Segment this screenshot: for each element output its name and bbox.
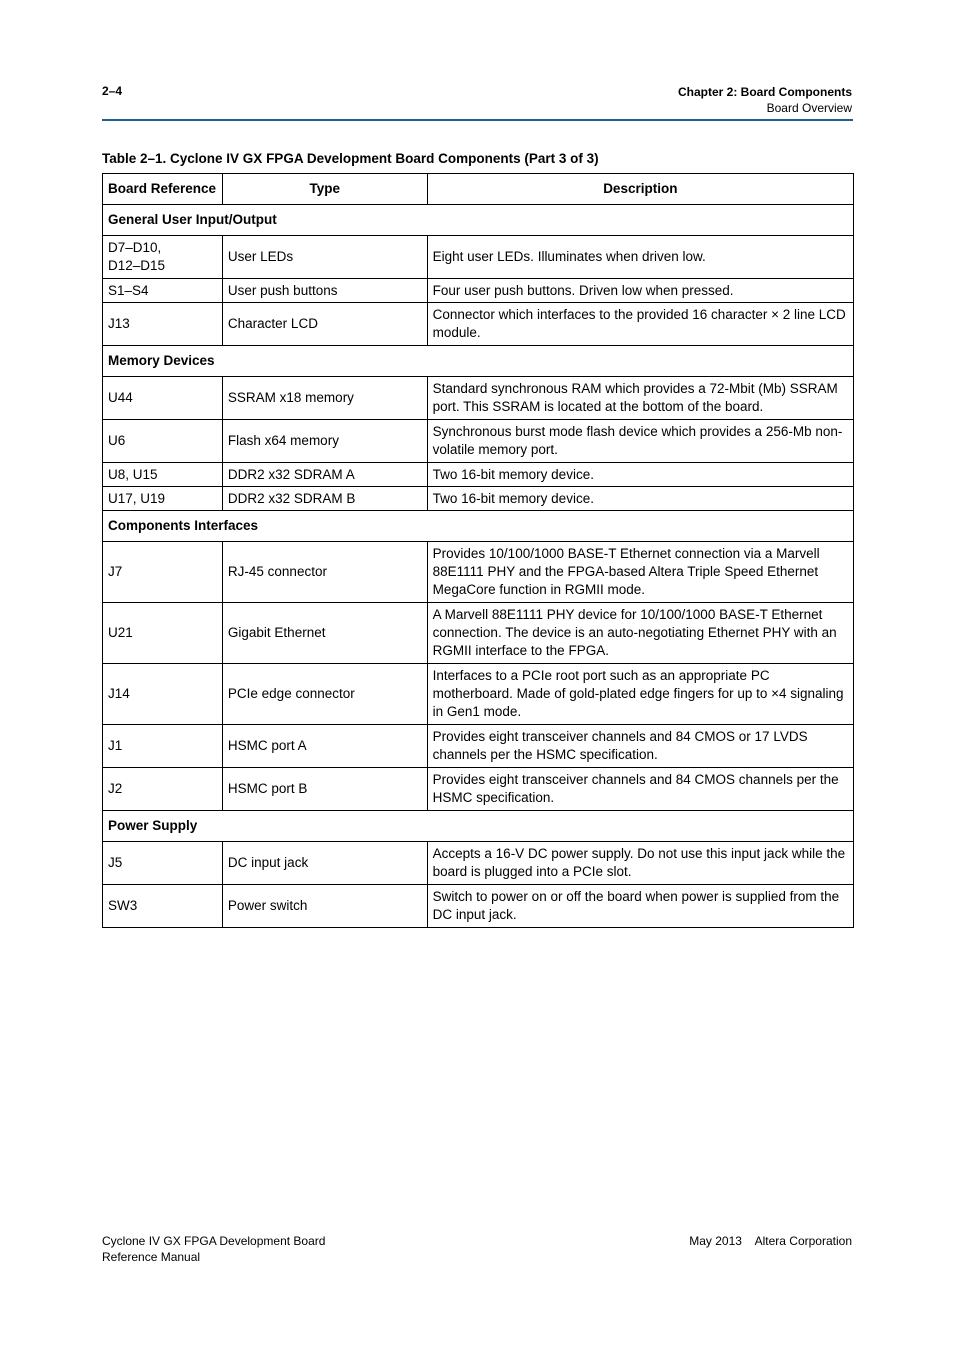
components-table [102, 173, 854, 928]
type-cell: Gigabit Ethernet [222, 603, 427, 664]
board-reference-cell: U8, U15 [103, 463, 223, 487]
board-reference-cell: J13 [103, 303, 223, 346]
type-cell: DDR2 x32 SDRAM B [222, 487, 427, 511]
board-reference-cell: J2 [103, 768, 223, 811]
header-rule [102, 119, 853, 121]
footer-title-line1: Cyclone IV GX FPGA Development Board [102, 1234, 326, 1248]
board-reference-cell: S1–S4 [103, 279, 223, 303]
chapter-title: Chapter 2: Board Components [677, 85, 852, 99]
table-row [103, 279, 854, 303]
board-reference-cell: U17, U19 [103, 487, 223, 511]
table-row [103, 236, 854, 279]
description-cell: Connector which interfaces to the provided 16 character × 2 line LCD module. [427, 303, 853, 346]
table-row [103, 487, 854, 511]
board-reference-cell: J5 [103, 842, 223, 885]
section-title: General User Input/Output [103, 205, 854, 236]
board-reference-cell: J1 [103, 725, 223, 768]
column-header-board-reference: Board Reference [103, 174, 223, 205]
board-reference-cell: U21 [103, 603, 223, 664]
section-title: Power Supply [103, 811, 854, 842]
description-cell: Standard synchronous RAM which provides a 72-Mbit (Mb) SSRAM port. This SSRAM is located at the bottom of the board. [427, 377, 853, 420]
type-cell: PCIe edge connector [222, 664, 427, 725]
table-row [103, 420, 854, 463]
running-header [678, 84, 852, 116]
type-cell: User LEDs [222, 236, 427, 279]
description-cell: Two 16-bit memory device. [427, 487, 853, 511]
type-cell: User push buttons [222, 279, 427, 303]
table-row [103, 542, 854, 603]
footer-document-title [102, 1233, 325, 1265]
description-cell: A Marvell 88E1111 PHY device for 10/100/1000 BASE-T Ethernet connection. The device is an auto-negotiating Ethernet PHY with an RGMII interface to the FPGA. [427, 603, 853, 664]
section-row [103, 811, 854, 842]
section-title: Board Overview [766, 101, 852, 115]
column-header-description: Description [427, 174, 853, 205]
description-cell: Two 16-bit memory device. [427, 463, 853, 487]
section-row [103, 205, 854, 236]
section-row [103, 346, 854, 377]
board-reference-cell: D7–D10, D12–D15 [103, 236, 223, 279]
section-title: Components Interfaces [103, 511, 854, 542]
section-title: Memory Devices [103, 346, 854, 377]
type-cell: DDR2 x32 SDRAM A [222, 463, 427, 487]
table-row [103, 885, 854, 928]
footer-date-publisher [689, 1233, 852, 1249]
type-cell: HSMC port B [222, 768, 427, 811]
description-cell: Interfaces to a PCIe root port such as an appropriate PC motherboard. Made of gold-plated edge fingers for up to ×4 signaling in Gen1 mode. [427, 664, 853, 725]
board-reference-cell: U44 [103, 377, 223, 420]
board-reference-cell: U6 [103, 420, 223, 463]
section-row [103, 511, 854, 542]
type-cell: DC input jack [222, 842, 427, 885]
table-row [103, 303, 854, 346]
type-cell: SSRAM x18 memory [222, 377, 427, 420]
table-row [103, 603, 854, 664]
table-caption: Table 2–1. Cyclone IV GX FPGA Development Board Components (Part 3 of 3) [102, 151, 599, 166]
description-cell: Accepts a 16-V DC power supply. Do not use this input jack while the board is plugged into a PCIe slot. [427, 842, 853, 885]
description-cell: Synchronous burst mode flash device which provides a 256-Mb non-volatile memory port. [427, 420, 853, 463]
board-reference-cell: J7 [103, 542, 223, 603]
type-cell: Power switch [222, 885, 427, 928]
table-row [103, 725, 854, 768]
table-row [103, 377, 854, 420]
table-row [103, 768, 854, 811]
table-row [103, 664, 854, 725]
board-reference-cell: J14 [103, 664, 223, 725]
type-cell: HSMC port A [222, 725, 427, 768]
description-cell: Provides eight transceiver channels and 84 CMOS channels per the HSMC specification. [427, 768, 853, 811]
type-cell: Character LCD [222, 303, 427, 346]
description-cell: Switch to power on or off the board when power is supplied from the DC input jack. [427, 885, 853, 928]
table-header-row [103, 174, 854, 205]
description-cell: Provides 10/100/1000 BASE-T Ethernet connection via a Marvell 88E1111 PHY and the FPGA-based Altera Triple Speed Ethernet MegaCore function in RGMII mode. [427, 542, 853, 603]
description-cell: Four user push buttons. Driven low when pressed. [427, 279, 853, 303]
description-cell: Eight user LEDs. Illuminates when driven low. [427, 236, 853, 279]
page-number: 2–4 [102, 84, 123, 98]
footer-title-line2: Reference Manual [102, 1250, 201, 1264]
table-row [103, 842, 854, 885]
footer-date-publisher-text: May 2013 Altera Corporation [689, 1234, 852, 1248]
table-row [103, 463, 854, 487]
type-cell: RJ-45 connector [222, 542, 427, 603]
type-cell: Flash x64 memory [222, 420, 427, 463]
column-header-type: Type [222, 174, 427, 205]
description-cell: Provides eight transceiver channels and 84 CMOS or 17 LVDS channels per the HSMC specification. [427, 725, 853, 768]
board-reference-cell: SW3 [103, 885, 223, 928]
